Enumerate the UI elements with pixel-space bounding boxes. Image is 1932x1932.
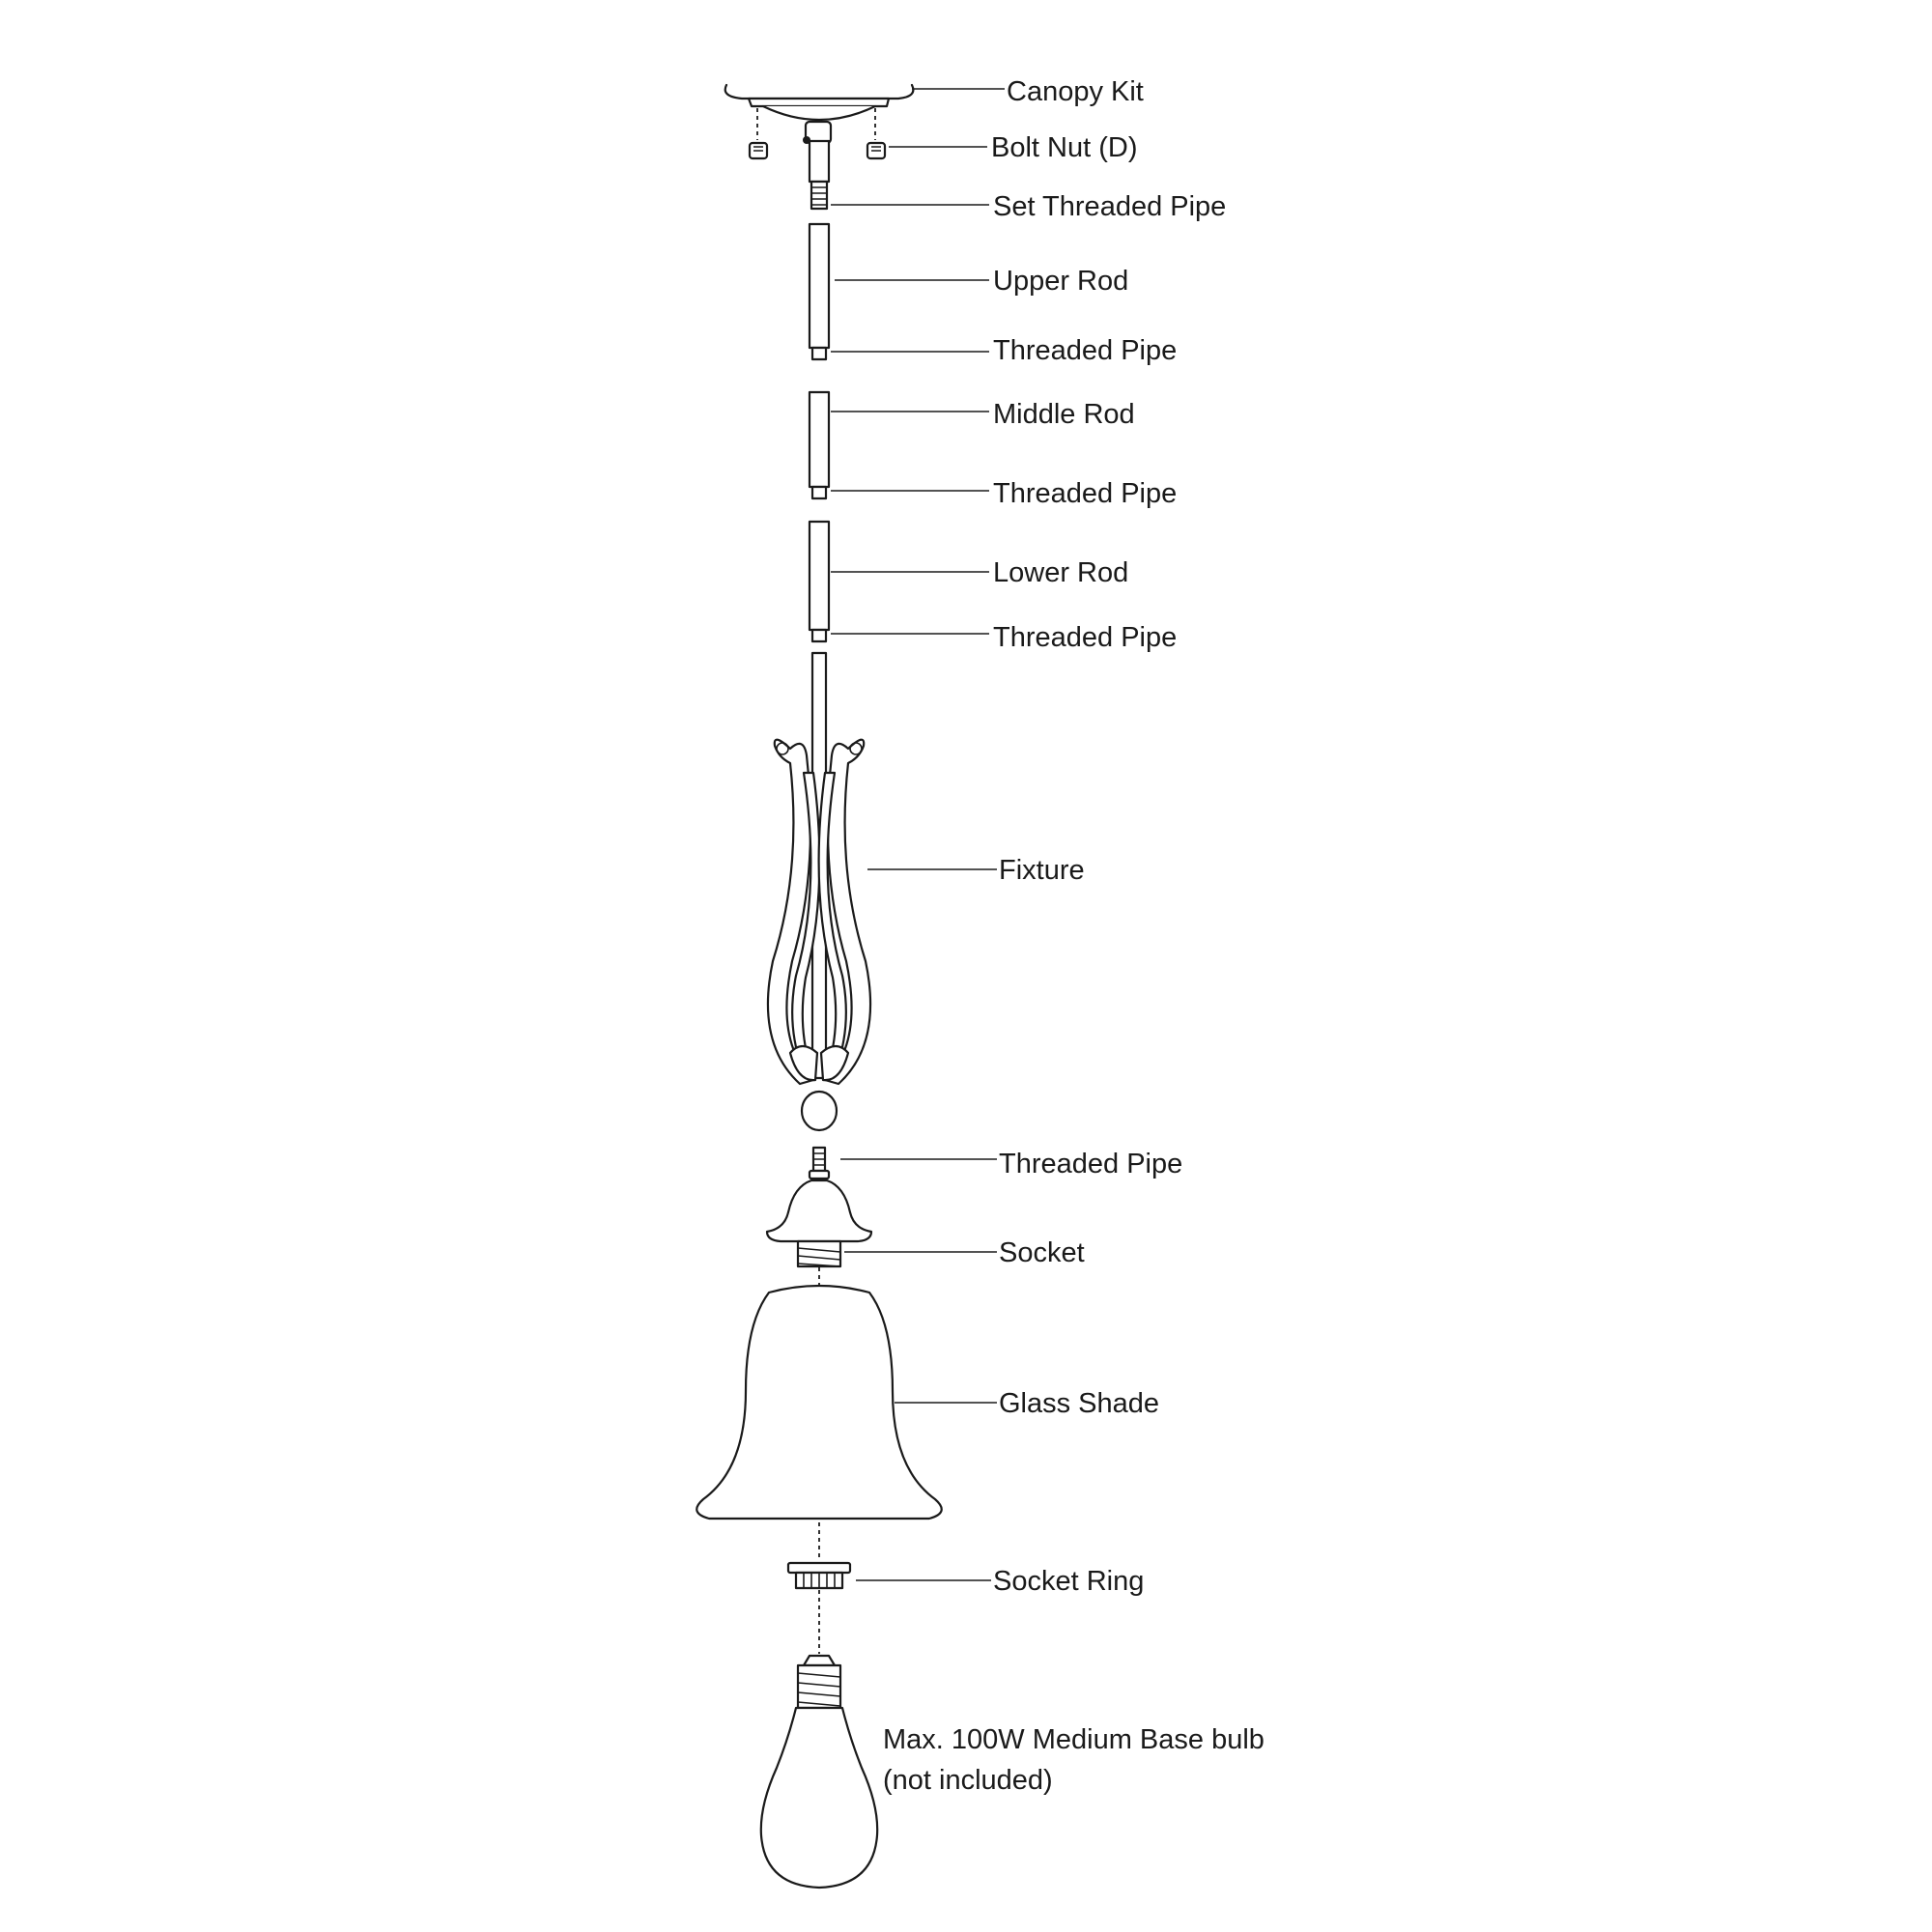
lower-rod-part — [810, 522, 829, 641]
set-threaded-pipe-part — [811, 182, 827, 209]
upper-rod-part — [810, 224, 829, 359]
bulb-part — [761, 1656, 877, 1888]
label-upper-rod: Upper Rod — [993, 266, 1129, 297]
label-fixture: Fixture — [999, 855, 1085, 886]
threaded-pipe-bottom-part — [810, 1148, 829, 1179]
socket-part — [767, 1180, 871, 1291]
label-threaded-pipe-2: Threaded Pipe — [993, 478, 1178, 509]
label-bolt-nut: Bolt Nut (D) — [991, 132, 1138, 163]
canopy-kit-part — [725, 85, 914, 182]
glass-shade-part — [696, 1286, 941, 1561]
label-threaded-pipe-3: Threaded Pipe — [993, 622, 1178, 653]
label-socket: Socket — [999, 1237, 1085, 1268]
label-canopy-kit: Canopy Kit — [1007, 76, 1144, 107]
middle-rod-part — [810, 392, 829, 498]
label-bulb-line1: Max. 100W Medium Base bulb — [883, 1724, 1264, 1755]
label-middle-rod: Middle Rod — [993, 399, 1135, 430]
label-socket-ring: Socket Ring — [993, 1566, 1145, 1597]
label-threaded-pipe-4: Threaded Pipe — [999, 1149, 1183, 1179]
fixture-part — [768, 653, 870, 1130]
socket-ring-part — [788, 1563, 850, 1654]
label-threaded-pipe-1: Threaded Pipe — [993, 335, 1178, 366]
label-glass-shade: Glass Shade — [999, 1388, 1160, 1419]
label-lower-rod: Lower Rod — [993, 557, 1129, 588]
label-set-threaded-pipe: Set Threaded Pipe — [993, 191, 1227, 222]
label-bulb-line2: (not included) — [883, 1765, 1053, 1796]
